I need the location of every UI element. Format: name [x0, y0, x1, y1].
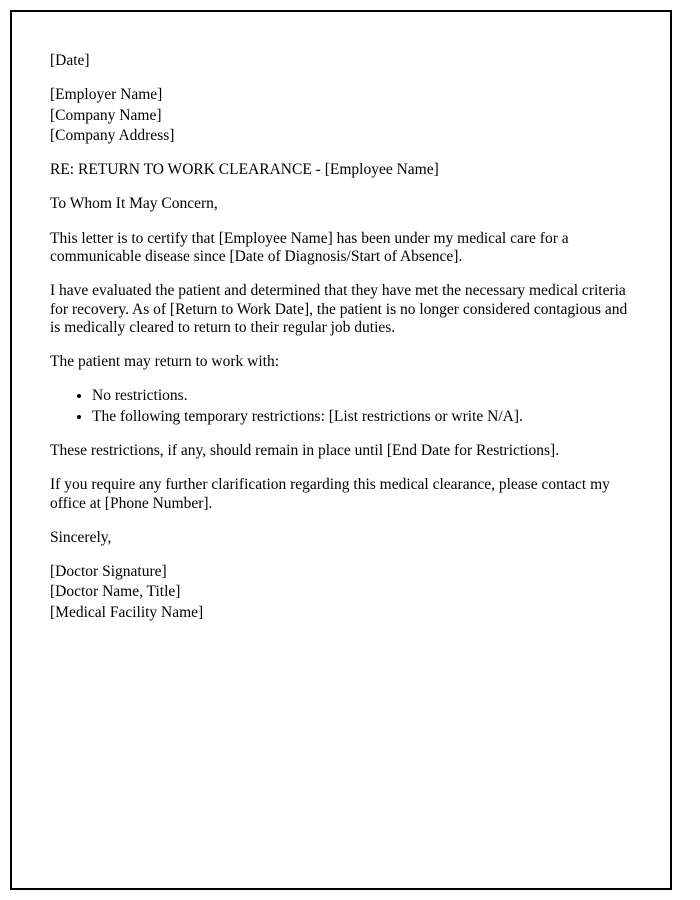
- paragraph-certify: This letter is to certify that [Employee Name] has been under my medical care for a communicable disease since [Date of Diagnosis/Start of Absence].: [50, 229, 569, 265]
- restriction-item-none: • No restrictions.: [92, 387, 632, 405]
- restrictions-list: [50, 387, 632, 426]
- paragraph-contact: If you require any further clarification regarding this medical clearance, please contact my office at [Phone Number].: [50, 476, 610, 512]
- subject-line: RE: RETURN TO WORK CLEARANCE - [Employee Name]: [50, 161, 439, 179]
- closing: Sincerely,: [50, 528, 112, 546]
- signature-medical-facility: [Medical Facility Name]: [50, 603, 204, 621]
- paragraph-restrictions-duration: These restrictions, if any, should remain in place until [End Date for Restrictions].: [50, 441, 560, 459]
- letter-date: [Date]: [50, 52, 90, 69]
- paragraph-evaluation: I have evaluated the patient and determined that they have met the necessary medical criteria for recovery. As of [Return to Work Date], the patient is no longer considered contagious and is medically cleared to return to their regular job duties.: [50, 282, 628, 336]
- signature-doctor-signature: [Doctor Signature]: [50, 563, 167, 581]
- recipient-block: [50, 86, 632, 145]
- recipient-company-address: [Company Address]: [50, 126, 175, 144]
- paragraph-return-intro: The patient may return to work with:: [50, 353, 279, 371]
- recipient-employer-name: [Employer Name]: [50, 86, 163, 104]
- signature-doctor-name-title: [Doctor Name, Title]: [50, 583, 181, 601]
- signature-block: [50, 563, 632, 622]
- recipient-company-name: [Company Name]: [50, 106, 162, 124]
- restriction-item-temporary: • The following temporary restrictions: [List restrictions or write N/A].: [92, 408, 632, 426]
- salutation: To Whom It May Concern,: [50, 195, 218, 213]
- letter-page: [10, 10, 672, 890]
